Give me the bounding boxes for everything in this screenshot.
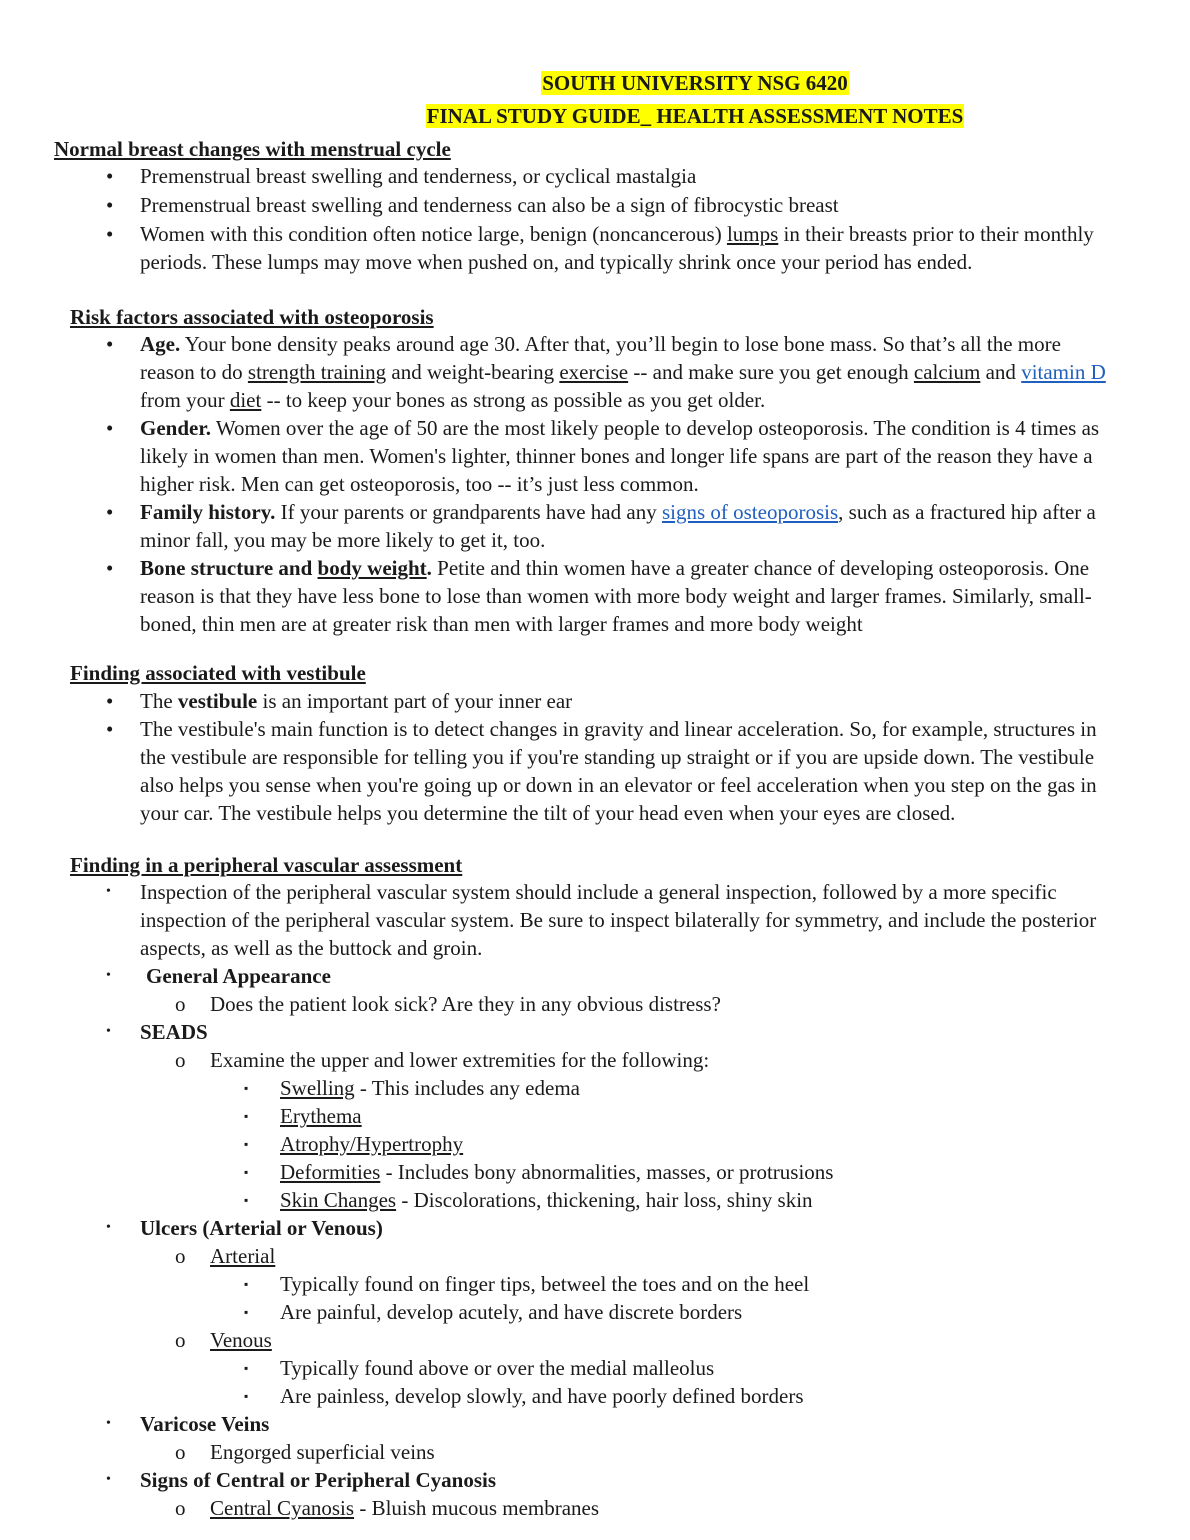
list-item: • Age. Your bone density peaks around age 30. After that, you’ll begin to lose bone mass. So that’s all the more reason to do strength training and weight-bearing exercise -- and make sure you get enough calcium and vitamin D from your diet -- to keep your bones as strong as possible as you get older. — [0, 330, 1190, 414]
list-item: • The vestibule is an important part of your inner ear — [0, 687, 1190, 715]
exercise-link[interactable]: exercise — [559, 360, 629, 384]
list-item: ▪ Are painless, develop slowly, and have poorly defined borders — [0, 1382, 1190, 1410]
list-item: • Family history. If your parents or grandparents have had any signs of osteoporosis, such as a fractured hip after a minor fall, you may be more likely to get it, too. — [0, 498, 1190, 554]
list-item: • Bone structure and body weight. Petite and thin women have a greater chance of developing osteoporosis. One reason is that they have less bone to lose than women with more body weight and larger frames. Similarly, small-boned, thin men are at greater risk than men with larger frames and more body weight — [0, 554, 1190, 638]
list-item: • Premenstrual breast swelling and tenderness, or cyclical mastalgia — [0, 162, 1190, 190]
list-item: • Premenstrual breast swelling and tenderness can also be a sign of fibrocystic breast — [0, 191, 1190, 219]
list-item: ▪ Atrophy/Hypertrophy — [0, 1130, 1190, 1158]
list-item: o Venous — [0, 1326, 1190, 1354]
breast-list — [0, 162, 1190, 276]
list-item: o Arterial — [0, 1242, 1190, 1270]
list-item: o Examine the upper and lower extremities for the following: — [0, 1046, 1190, 1074]
heading-osteoporosis: Risk factors associated with osteoporosis — [70, 305, 434, 329]
list-item: o Engorged superficial veins — [0, 1438, 1190, 1466]
list-item: o Does the patient look sick? Are they in any obvious distress? — [0, 990, 1190, 1018]
list-item: • Inspection of the peripheral vascular system should include a general inspection, followed by a more specific inspection of the peripheral vascular system. Be sure to inspect bilaterally for symmetry, and include the posterior aspects, as well as the buttock and groin. — [0, 878, 1190, 962]
pva-list — [0, 878, 1190, 1522]
list-item: ▪ Erythema — [0, 1102, 1190, 1130]
list-item: • Women with this condition often notice large, benign (noncancerous) lumps in their breasts prior to their monthly periods. These lumps may move when pushed on, and typically shrink once your period has ended. — [0, 220, 1190, 276]
diet-link[interactable]: diet — [229, 388, 262, 412]
doc-title-line2: FINAL STUDY GUIDE_ HEALTH ASSESSMENT NOTES — [426, 104, 964, 128]
list-item: ▪ Typically found above or over the medial malleolus — [0, 1354, 1190, 1382]
heading-peripheral-vascular: Finding in a peripheral vascular assessment — [70, 853, 463, 877]
list-item: • The vestibule's main function is to detect changes in gravity and linear acceleration. So, for example, structures in the vestibule are responsible for telling you if you're standing up straight or if you are upside down. The vestibule also helps you sense when you're going up or down in an elevator or feel acceleration when you step on the gas in your car. The vestibule helps you determine the tilt of your head even when your eyes are closed. — [0, 715, 1190, 827]
list-item: • Gender. Women over the age of 50 are the most likely people to develop osteoporosis. The condition is 4 times as likely in women than men. Women's lighter, thinner bones and longer life spans are part of the reason they have a higher risk. Men can get osteoporosis, too -- it’s just less common. — [0, 414, 1190, 498]
list-item: o Central Cyanosis - Bluish mucous membranes — [0, 1494, 1190, 1522]
heading-vestibule: Finding associated with vestibule — [70, 661, 366, 685]
strength-training-link[interactable]: strength training — [247, 360, 387, 384]
doc-title-line1: SOUTH UNIVERSITY NSG 6420 — [542, 71, 848, 95]
lumps-link[interactable]: lumps — [726, 222, 779, 246]
list-item: ▪ Are painful, develop acutely, and have discrete borders — [0, 1298, 1190, 1326]
list-item: • Ulcers (Arterial or Venous) — [0, 1214, 1190, 1242]
list-item: • General Appearance — [0, 962, 1190, 990]
list-item: ▪ Deformities - Includes bony abnormalities, masses, or protrusions — [0, 1158, 1190, 1186]
list-item: ▪ Swelling - This includes any edema — [0, 1074, 1190, 1102]
list-item: • Signs of Central or Peripheral Cyanosis — [0, 1466, 1190, 1494]
body-weight-link[interactable]: body weight — [317, 556, 427, 580]
list-item: • SEADS — [0, 1018, 1190, 1046]
list-item: ▪ Typically found on finger tips, betweel the toes and on the heel — [0, 1270, 1190, 1298]
signs-of-osteoporosis-link[interactable]: signs of osteoporosis — [661, 500, 839, 524]
vestibule-list — [0, 687, 1190, 827]
heading-breast-changes: Normal breast changes with menstrual cycle — [54, 137, 451, 161]
list-item: ▪ Skin Changes - Discolorations, thickening, hair loss, shiny skin — [0, 1186, 1190, 1214]
osteoporosis-list — [0, 330, 1190, 638]
calcium-link[interactable]: calcium — [913, 360, 981, 384]
vitamin-d-link[interactable]: vitamin D — [1021, 360, 1106, 384]
list-item: • Varicose Veins — [0, 1410, 1190, 1438]
